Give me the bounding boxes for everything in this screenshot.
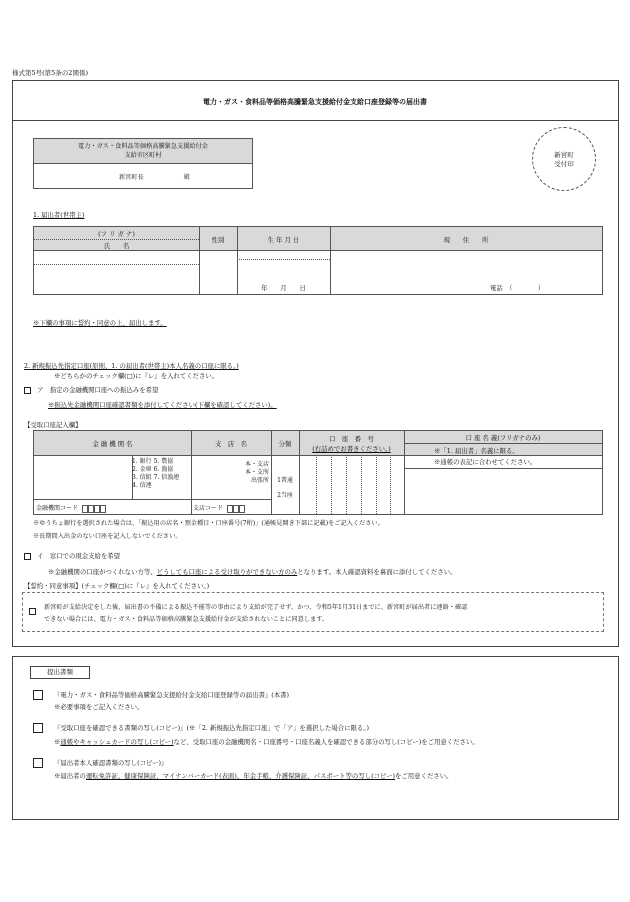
- address-label: 現 住 所: [443, 236, 489, 244]
- bank-code-label: 金融機関コード: [36, 505, 79, 512]
- longterm-note: ※長期間入出金のない口座を記入しないでください。: [33, 533, 182, 540]
- gender-label: 性別: [211, 236, 225, 244]
- doc3-checkbox[interactable]: [33, 758, 43, 768]
- section1-heading: 1. 届出者(世帯主): [33, 211, 85, 219]
- documents-heading: 提出書類: [47, 668, 73, 676]
- account-type-checking[interactable]: 2当座: [277, 492, 293, 499]
- option-a-checkbox[interactable]: [24, 387, 31, 394]
- phone-field: 電話 （ ）: [490, 284, 545, 292]
- pledge-heading: 【誓約・同意事項】(チェック欄(□)に『レ』を入れてください。): [24, 582, 210, 590]
- bank-type-agri[interactable]: 5. 農協: [153, 458, 174, 465]
- title-divider: [12, 120, 618, 121]
- receipt-stamp: [532, 127, 596, 191]
- col-account-type: 分類: [278, 440, 292, 448]
- addressee-box: [33, 138, 253, 189]
- addressee-honorific: 殿: [183, 173, 190, 181]
- holder-note-1: ※「1. 届出者」名義に限る。: [434, 447, 519, 455]
- col-account-number-note: (右詰めでお書きください。): [312, 445, 391, 453]
- option-i-label: イ 窓口での現金支給を希望: [37, 552, 121, 560]
- bank-type-shinkin[interactable]: 2. 金庫: [132, 466, 152, 473]
- doc3-note: [54, 771, 453, 780]
- branch-type-options: [191, 461, 269, 485]
- option-a-label: ア 指定の金融機関口座への振込みを希望: [37, 386, 159, 394]
- name-label: 氏 名: [103, 242, 130, 250]
- doc1-title: 『電力・ガス・食料品等価格高騰緊急支援給付金支給口座登録等の届出書』(本書): [54, 691, 290, 699]
- doc2-note-c: など、受取口座の金融機関名・口座番号・口座名義人を確認できる部分の写し(コピー)をご用意ください。: [173, 738, 479, 746]
- col-account-number: 口 座 番 号: [329, 435, 374, 443]
- col-branch-name: 支 店 名: [215, 440, 247, 448]
- stamp-line2: 受付印: [554, 160, 574, 168]
- account-table: [33, 430, 603, 515]
- addressee-mayor: 新宮町長: [119, 173, 144, 181]
- bank-type-options: [132, 458, 179, 490]
- bank-code-field[interactable]: [36, 503, 106, 513]
- bank-type-fishery[interactable]: 6. 漁協: [153, 466, 174, 473]
- stamp-line1: 新宮町: [554, 151, 574, 159]
- documents-heading-box: [30, 666, 90, 679]
- doc2-checkbox[interactable]: [33, 723, 43, 733]
- option-i-note-emphasis: どうしても口座による受け取りができない方のみ: [156, 568, 298, 576]
- yucho-note: ※ゆうちょ銀行を選択された場合は、「振込用の店名・預金種目・口座番号(7桁)」(通帳見開き下部に記載)をご記入ください。: [33, 520, 384, 527]
- branch-code-field[interactable]: [193, 503, 245, 513]
- option-a[interactable]: [24, 385, 158, 394]
- furigana-label: (フ リ ガ ナ): [98, 230, 135, 238]
- doc3-note-emphasis: 運転免許証、健康保険証、マイナンバーカード(表面)、年金手帳、介護保険証、パスポート等の写し(コピー): [85, 772, 396, 780]
- option-i-note: [48, 567, 457, 576]
- account-type-options: [271, 473, 299, 503]
- doc3-note-a: ※届出者の: [54, 772, 86, 780]
- branch-type-branch[interactable]: 本・支店: [244, 461, 269, 468]
- addressee-line1: 電力・ガス・食料品等価格高騰緊急支援給付金: [78, 143, 208, 150]
- doc3-note-c: をご用意ください。: [395, 772, 453, 780]
- agreement-note: ※下欄の事項に誓約・同意の上、届出します。: [33, 319, 167, 327]
- doc2-title: 『受取口座を確認できる書類の写し(コピー)』(※「2. 新規振込先指定口座」で「ア」を選択した場合に限る。): [54, 724, 370, 732]
- doc1-checkbox[interactable]: [33, 690, 43, 700]
- branch-type-subbranch[interactable]: 本・支所: [244, 469, 269, 476]
- branch-type-office[interactable]: 出張所: [250, 477, 269, 484]
- section2-heading: 2. 新規振込先指定口座(原則、1. の届出者(世帯主)本人名義の口座に限る。): [24, 362, 239, 370]
- option-i-note-a: ※金融機関の口座がつくれない方等、: [48, 568, 157, 576]
- doc2-note: [54, 737, 479, 746]
- option-i-checkbox[interactable]: [24, 553, 31, 560]
- account-box-label: 【受取口座記入欄】: [24, 421, 82, 429]
- doc2-note-emphasis: 通帳やキャッシュカードの写し(コピー): [60, 738, 174, 746]
- option-i[interactable]: [24, 551, 120, 560]
- bank-type-shinren[interactable]: 4. 信連: [132, 482, 152, 489]
- form-number: 様式第5号(第5条の2関係): [12, 69, 88, 77]
- doc1-note: ※必要事項をご記入ください。: [54, 703, 144, 711]
- col-account-holder: 口 座 名 義(フリガナのみ): [465, 434, 541, 442]
- holder-note-2: ※通帳の表記に合わせてください。: [434, 458, 537, 466]
- birthdate-fields: 年 月 日: [261, 284, 306, 292]
- pledge-checkbox[interactable]: [29, 608, 36, 615]
- account-type-ordinary[interactable]: 1普通: [277, 477, 293, 484]
- form-title: 電力・ガス・食料品等価格高騰緊急支援給付金支給口座登録等の届出書: [203, 97, 427, 106]
- birthdate-label: 生 年 月 日: [267, 236, 300, 244]
- bank-type-shingyoren[interactable]: 7. 信漁連: [153, 474, 180, 481]
- pledge-text-1: 新宮町が支給決定をした後、届出書の不備による振込不能等の事由により支給が完了せず、かつ、令和5年1月31日までに、新宮町が届出者に連絡・確認: [44, 604, 468, 611]
- pledge-text-2: できない場合には、電力・ガス・食料品等価格高騰緊急支援給付金が支給されないことに同意します。: [44, 616, 329, 623]
- bank-type-bank[interactable]: 1. 銀行: [132, 458, 152, 465]
- section2-instruction: ※どちらかのチェック欄(□)に『レ』を入れてください。: [54, 372, 219, 380]
- pledge-box: [22, 592, 604, 632]
- option-a-note: ※振込先金融機関口座確認書類を添付してください(下欄を確認してください)。: [48, 401, 277, 409]
- doc3-title: 『届出者本人確認書類の写し(コピー)』: [54, 759, 168, 767]
- addressee-line2: 支給市区町村: [124, 152, 162, 159]
- option-i-note-c: となります。本人確認資料を裏面に添付してください。: [297, 568, 457, 576]
- bank-type-credit-union[interactable]: 3. 信組: [132, 474, 152, 481]
- branch-code-label: 支店コード: [193, 505, 224, 512]
- applicant-table: [33, 226, 603, 295]
- doc2-note-a: ※: [54, 738, 61, 746]
- col-bank-name: 金 融 機 関 名: [92, 440, 133, 448]
